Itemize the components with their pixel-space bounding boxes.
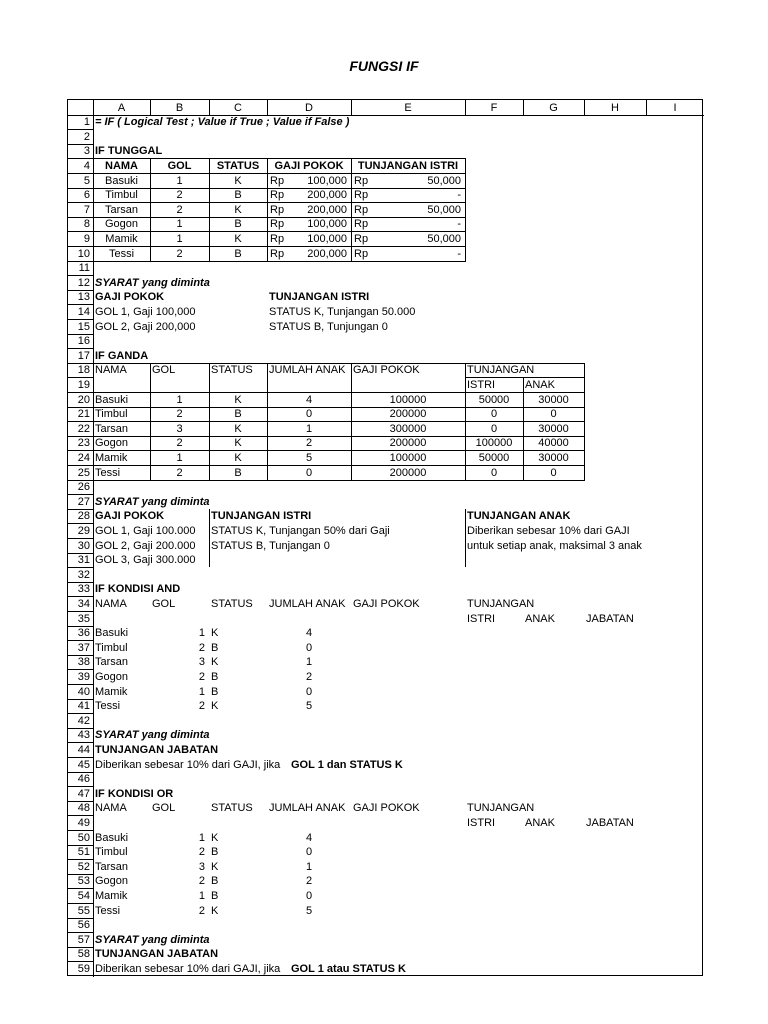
cell-e: 50,000	[427, 232, 461, 245]
row-number[interactable]: 7	[83, 203, 90, 216]
row-number[interactable]: 16	[77, 335, 90, 348]
cell-b: 2	[198, 846, 205, 859]
column-header-g[interactable]: G	[549, 101, 558, 114]
row-number[interactable]: 48	[77, 802, 90, 815]
cell-d: 5	[305, 904, 313, 917]
currency-label: Rp	[354, 189, 369, 202]
cell-a: Basuki	[104, 174, 139, 187]
cell-a: NAMA	[95, 364, 127, 377]
currency-label: Rp	[270, 174, 285, 187]
row-number[interactable]: 52	[77, 860, 90, 873]
row-number[interactable]: 12	[77, 276, 90, 289]
cell-g: 0	[550, 466, 557, 479]
cell-c: B	[211, 889, 219, 902]
cell-d: GAJI POKOK	[274, 159, 344, 172]
cell-f: 50000	[478, 393, 510, 406]
cell-f: 50000	[478, 451, 510, 464]
cell-f: Diberikan sebesar 10% dari GAJI	[467, 524, 630, 537]
cell-d: 4	[305, 393, 313, 406]
row-number[interactable]: 19	[77, 378, 90, 391]
cell-a: Diberikan sebesar 10% dari GAJI, jika	[95, 758, 281, 771]
cell-d: 5	[305, 700, 313, 713]
cell-d: JUMLAH ANAK	[269, 597, 346, 610]
row-number[interactable]: 55	[77, 904, 90, 917]
cell-f: ISTRI	[467, 612, 496, 625]
cell-d: 100,000	[307, 174, 347, 187]
cell-b: 3	[198, 656, 205, 669]
cell-f: TUNJANGAN	[467, 364, 535, 377]
cell-d: 1	[305, 422, 313, 435]
cell-d: 200,000	[307, 203, 347, 216]
row-number[interactable]: 8	[83, 218, 90, 231]
row-number[interactable]: 25	[77, 466, 90, 479]
column-header-d[interactable]: D	[305, 101, 313, 114]
cell-a: Diberikan sebesar 10% dari GAJI, jika	[95, 962, 281, 975]
cell-c: STATUS	[211, 597, 253, 610]
cell-a: Mamik	[95, 685, 128, 698]
cell-a: Basuki	[95, 627, 129, 640]
row-number[interactable]: 41	[77, 700, 90, 713]
row-number[interactable]: 4	[83, 159, 90, 172]
cell-e: 200000	[389, 408, 427, 421]
cell-c: K	[234, 174, 242, 187]
row-number[interactable]: 58	[77, 948, 90, 961]
cell-a: GAJI POKOK	[95, 510, 165, 523]
cell-b: 1	[176, 174, 183, 187]
cell-f: 0	[490, 422, 498, 435]
cell-c: STATUS	[211, 802, 253, 815]
cell-a: NAMA	[105, 159, 138, 172]
row-number[interactable]: 46	[77, 773, 90, 786]
cell-a: IF GANDA	[95, 349, 149, 362]
cell-a: Gogon	[104, 218, 139, 231]
cell-a-bold: GOL 1 dan STATUS K	[291, 758, 403, 771]
row-number[interactable]: 43	[77, 729, 90, 742]
cell-a: Basuki	[95, 831, 129, 844]
cell-d: 2	[305, 437, 313, 450]
cell-c: B	[234, 247, 242, 260]
cell-c: K	[211, 904, 219, 917]
cell-e: 100000	[389, 451, 427, 464]
cell-e: GAJI POKOK	[353, 597, 420, 610]
row-number[interactable]: 26	[77, 481, 90, 494]
cell-c: STATUS	[211, 364, 253, 377]
cell-d: 0	[305, 685, 313, 698]
cell-a: GOL 1, Gaji 100,000	[95, 305, 196, 318]
cell-a: SYARAT yang diminta	[95, 729, 210, 742]
row-number[interactable]: 21	[77, 408, 90, 421]
column-header-i[interactable]: I	[673, 101, 677, 114]
cell-a: Gogon	[95, 875, 129, 888]
cell-d: 4	[305, 627, 313, 640]
cell-a: yang diminta	[142, 276, 210, 289]
cell-b: 2	[198, 700, 205, 713]
cell-d: 4	[305, 831, 313, 844]
cell-d: 2	[305, 670, 313, 683]
currency-label: Rp	[354, 247, 369, 260]
cell-b: 3	[198, 860, 205, 873]
cell-a: Tessi	[95, 466, 121, 479]
cell-d: 100,000	[307, 218, 347, 231]
column-header-a[interactable]: A	[117, 101, 126, 114]
cell-a: IF KONDISI AND	[95, 583, 181, 596]
cell-c: STATUS	[216, 159, 260, 172]
cell-c: K	[234, 232, 242, 245]
row-number[interactable]: 27	[77, 495, 90, 508]
cell-c: B	[211, 641, 219, 654]
currency-label: Rp	[354, 203, 369, 216]
row-number[interactable]: 44	[77, 743, 90, 756]
cell-c: K	[211, 627, 219, 640]
row-number[interactable]: 36	[77, 627, 90, 640]
row-number[interactable]: 18	[77, 364, 90, 377]
cell-a: Tessi	[95, 700, 121, 713]
cell-a: TUNJANGAN JABATAN	[95, 948, 219, 961]
cell-a: Timbul	[95, 408, 128, 421]
cell-a: SYARAT yang diminta	[95, 495, 210, 508]
cell-b: 3	[176, 422, 183, 435]
row-number[interactable]: 5	[83, 174, 90, 187]
cell-c: B	[234, 408, 242, 421]
cell-g: ANAK	[525, 378, 555, 391]
cell-b: 1	[176, 218, 183, 231]
cell-f: ISTRI	[467, 816, 496, 829]
row-number[interactable]: 50	[77, 831, 90, 844]
row-number[interactable]: 10	[77, 247, 90, 260]
cell-a: Tessi	[95, 904, 121, 917]
cell-e: TUNJANGAN ISTRI	[357, 159, 459, 172]
cell-c: K	[211, 831, 219, 844]
row-number[interactable]: 53	[77, 875, 90, 888]
row-number[interactable]: 9	[83, 232, 90, 245]
cell-b: 2	[176, 189, 183, 202]
row-number[interactable]: 28	[77, 510, 90, 523]
cell-g: 0	[550, 408, 557, 421]
cell-a: Timbul	[105, 189, 138, 202]
cell-a: Tarsan	[95, 656, 129, 669]
cell-d: 0	[305, 846, 313, 859]
cell-a: = IF ( Logical Test ; Value if True ; Value if False )	[95, 116, 350, 129]
cell-d: JUMLAH ANAK	[269, 364, 346, 377]
cell-h: JABATAN	[586, 612, 634, 625]
cell-g: 30000	[538, 393, 569, 406]
cell-a-bold: GOL 1 atau STATUS K	[291, 962, 406, 975]
cell-e: 200000	[389, 466, 427, 479]
cell-a: Mamik	[95, 889, 128, 902]
cell-a: Basuki	[95, 393, 129, 406]
row-number[interactable]: 42	[77, 714, 90, 727]
cell-b: 2	[198, 875, 205, 888]
row-number[interactable]: 20	[77, 393, 90, 406]
cell-a: GOL 1, Gaji 100.000	[95, 524, 196, 537]
cell-e: 200000	[389, 437, 427, 450]
if-ganda-vline	[93, 363, 94, 481]
cell-b: 2	[198, 641, 205, 654]
cell-g: 30000	[538, 451, 569, 464]
row-number[interactable]: 15	[77, 320, 90, 333]
cell-e: 50,000	[427, 174, 461, 187]
currency-label: Rp	[354, 232, 369, 245]
row-number[interactable]: 31	[77, 554, 90, 567]
row-number[interactable]: 32	[77, 568, 90, 581]
cell-b: GOL	[167, 159, 192, 172]
row-number[interactable]: 3	[83, 145, 90, 158]
page-title: FUNGSI IF	[349, 58, 419, 74]
cell-b: 2	[198, 904, 205, 917]
cell-c: B	[234, 466, 242, 479]
cell-f: ISTRI	[467, 378, 496, 391]
cell-h: JABATAN	[586, 816, 634, 829]
cell-c: B	[211, 875, 219, 888]
cell-a: SYARAT yang diminta	[95, 933, 210, 946]
cell-e: -	[457, 247, 461, 260]
row-number[interactable]: 54	[77, 889, 90, 902]
cell-a: TUNJANGAN JABATAN	[95, 743, 219, 756]
row-number[interactable]: 2	[83, 130, 90, 143]
cell-a: IF KONDISI OR	[95, 787, 174, 800]
cell-f: 0	[490, 466, 498, 479]
cell-c: B	[234, 189, 242, 202]
cell-c: K	[234, 437, 242, 450]
cell-e: 100000	[389, 393, 427, 406]
row-number[interactable]: 40	[77, 685, 90, 698]
cell-a: GAJI POKOK	[95, 291, 165, 304]
cell-f: TUNJANGAN ANAK	[467, 510, 571, 523]
cell-b: 2	[176, 247, 183, 260]
cell-b: 2	[176, 408, 183, 421]
cell-c: STATUS K, Tunjangan 50% dari Gaji	[211, 524, 390, 537]
cell-a: NAMA	[95, 597, 127, 610]
row-number[interactable]: 34	[77, 597, 90, 610]
currency-label: Rp	[354, 174, 369, 187]
spreadsheet	[67, 99, 703, 976]
currency-label: Rp	[270, 189, 285, 202]
row-number[interactable]: 23	[77, 437, 90, 450]
cell-c: B	[211, 685, 219, 698]
cell-f: 0	[490, 408, 498, 421]
cell-d: 1	[305, 860, 313, 873]
cell-c: K	[234, 393, 242, 406]
cell-b: 2	[198, 670, 205, 683]
cell-f: 100000	[475, 437, 513, 450]
cell-b: 1	[198, 685, 205, 698]
column-header-c[interactable]: C	[234, 101, 242, 114]
cell-d: 0	[305, 466, 313, 479]
cell-c: K	[211, 860, 219, 873]
cell-a: Tarsan	[95, 422, 129, 435]
cell-c: K	[211, 700, 219, 713]
cell-d: 5	[305, 451, 313, 464]
cell-b: 2	[176, 437, 183, 450]
column-header-b[interactable]: B	[175, 101, 184, 114]
cell-d: 2	[305, 875, 313, 888]
cell-c: B	[211, 670, 219, 683]
cell-b: GOL	[152, 802, 176, 815]
cell-a: Mamik	[105, 232, 138, 245]
column-header-h[interactable]: H	[611, 101, 619, 114]
cell-c: K	[211, 656, 219, 669]
cell-b: 2	[176, 203, 183, 216]
cell-c: K	[234, 451, 242, 464]
row-number[interactable]: 57	[77, 933, 90, 946]
cell-d: TUNJANGAN ISTRI	[269, 291, 370, 304]
row-number[interactable]: 47	[77, 787, 90, 800]
row-number[interactable]: 6	[83, 189, 90, 202]
cell-a: Timbul	[95, 641, 128, 654]
row-number[interactable]: 56	[77, 919, 90, 932]
cell-a: SYARAT	[95, 276, 139, 289]
syarat-divider	[209, 509, 210, 567]
cell-a: IF TUNGGAL	[95, 145, 163, 158]
cell-g: 40000	[538, 437, 569, 450]
row-number[interactable]: 37	[77, 641, 90, 654]
cell-b: 1	[198, 627, 205, 640]
cell-d: 200,000	[307, 189, 347, 202]
cell-d: 100,000	[307, 232, 347, 245]
column-header-e[interactable]: E	[404, 101, 412, 114]
currency-label: Rp	[354, 218, 369, 231]
cell-d: 0	[305, 889, 313, 902]
cell-f: TUNJANGAN	[467, 802, 535, 815]
cell-c: STATUS B, Tunjangan 0	[211, 539, 330, 552]
cell-d: STATUS K, Tunjangan 50.000	[269, 305, 416, 318]
cell-b: 1	[176, 232, 183, 245]
currency-label: Rp	[270, 232, 285, 245]
row-number[interactable]: 39	[77, 670, 90, 683]
cell-e: 300000	[389, 422, 427, 435]
row-number[interactable]: 29	[77, 524, 90, 537]
row-number[interactable]: 38	[77, 656, 90, 669]
cell-f: untuk setiap anak, maksimal 3 anak	[467, 539, 642, 552]
cell-d: JUMLAH ANAK	[269, 802, 346, 815]
cell-b: 1	[176, 451, 183, 464]
cell-a: Gogon	[95, 670, 129, 683]
cell-g: ANAK	[525, 612, 555, 625]
row-number[interactable]: 51	[77, 846, 90, 859]
cell-a: GOL 2, Gaji 200,000	[95, 320, 196, 333]
row-number[interactable]: 35	[77, 612, 90, 625]
row-number[interactable]: 30	[77, 539, 90, 552]
cell-a: GOL 3, Gaji 300.000	[95, 554, 196, 567]
cell-b: GOL	[152, 364, 176, 377]
cell-g: 30000	[538, 422, 569, 435]
cell-e: -	[457, 218, 461, 231]
row-number[interactable]: 59	[77, 962, 90, 975]
row-number[interactable]: 24	[77, 451, 90, 464]
cell-g: ANAK	[525, 816, 555, 829]
cell-d: STATUS B, Tunjungan 0	[269, 320, 388, 333]
cell-a: Tarsan	[95, 860, 129, 873]
currency-label: Rp	[270, 218, 285, 231]
row-number[interactable]: 13	[77, 291, 90, 304]
row-number[interactable]: 45	[77, 758, 90, 771]
if-ganda-vline	[584, 363, 585, 481]
cell-e: 50,000	[427, 203, 461, 216]
cell-a: Mamik	[95, 451, 128, 464]
row-number[interactable]: 1	[83, 116, 90, 129]
cell-d: 200,000	[307, 247, 347, 260]
row-number[interactable]: 22	[77, 422, 90, 435]
cell-a: Timbul	[95, 846, 128, 859]
cell-e: GAJI POKOK	[353, 364, 420, 377]
cell-c: B	[234, 218, 242, 231]
syarat-divider	[465, 509, 466, 567]
cell-e: GAJI POKOK	[353, 802, 420, 815]
cell-a: Tarsan	[104, 203, 139, 216]
column-header-f[interactable]: F	[490, 101, 498, 114]
cell-a: GOL 2, Gaji 200.000	[95, 539, 196, 552]
row-number[interactable]: 33	[77, 583, 90, 596]
row-number[interactable]: 17	[77, 349, 90, 362]
cell-c: B	[211, 846, 219, 859]
cell-c: K	[234, 203, 242, 216]
cell-b: 1	[198, 831, 205, 844]
cell-b: GOL	[152, 597, 176, 610]
cell-b: 1	[198, 889, 205, 902]
currency-label: Rp	[270, 203, 285, 216]
cell-c: TUNJANGAN ISTRI	[211, 510, 312, 523]
currency-label: Rp	[270, 247, 285, 260]
cell-b: 2	[176, 466, 183, 479]
cell-b: 1	[176, 393, 183, 406]
cell-a: NAMA	[95, 802, 127, 815]
if-tunggal-table-vline	[465, 158, 466, 261]
cell-d: 0	[305, 641, 313, 654]
cell-f: TUNJANGAN	[467, 597, 535, 610]
row-number[interactable]: 49	[77, 816, 90, 829]
cell-a: Tessi	[108, 247, 135, 260]
cell-d: 1	[305, 656, 313, 669]
cell-d: 0	[305, 408, 313, 421]
cell-e: -	[457, 189, 461, 202]
row-number[interactable]: 14	[77, 305, 90, 318]
row-number[interactable]: 11	[78, 262, 90, 275]
cell-a: Gogon	[95, 437, 129, 450]
cell-c: K	[234, 422, 242, 435]
